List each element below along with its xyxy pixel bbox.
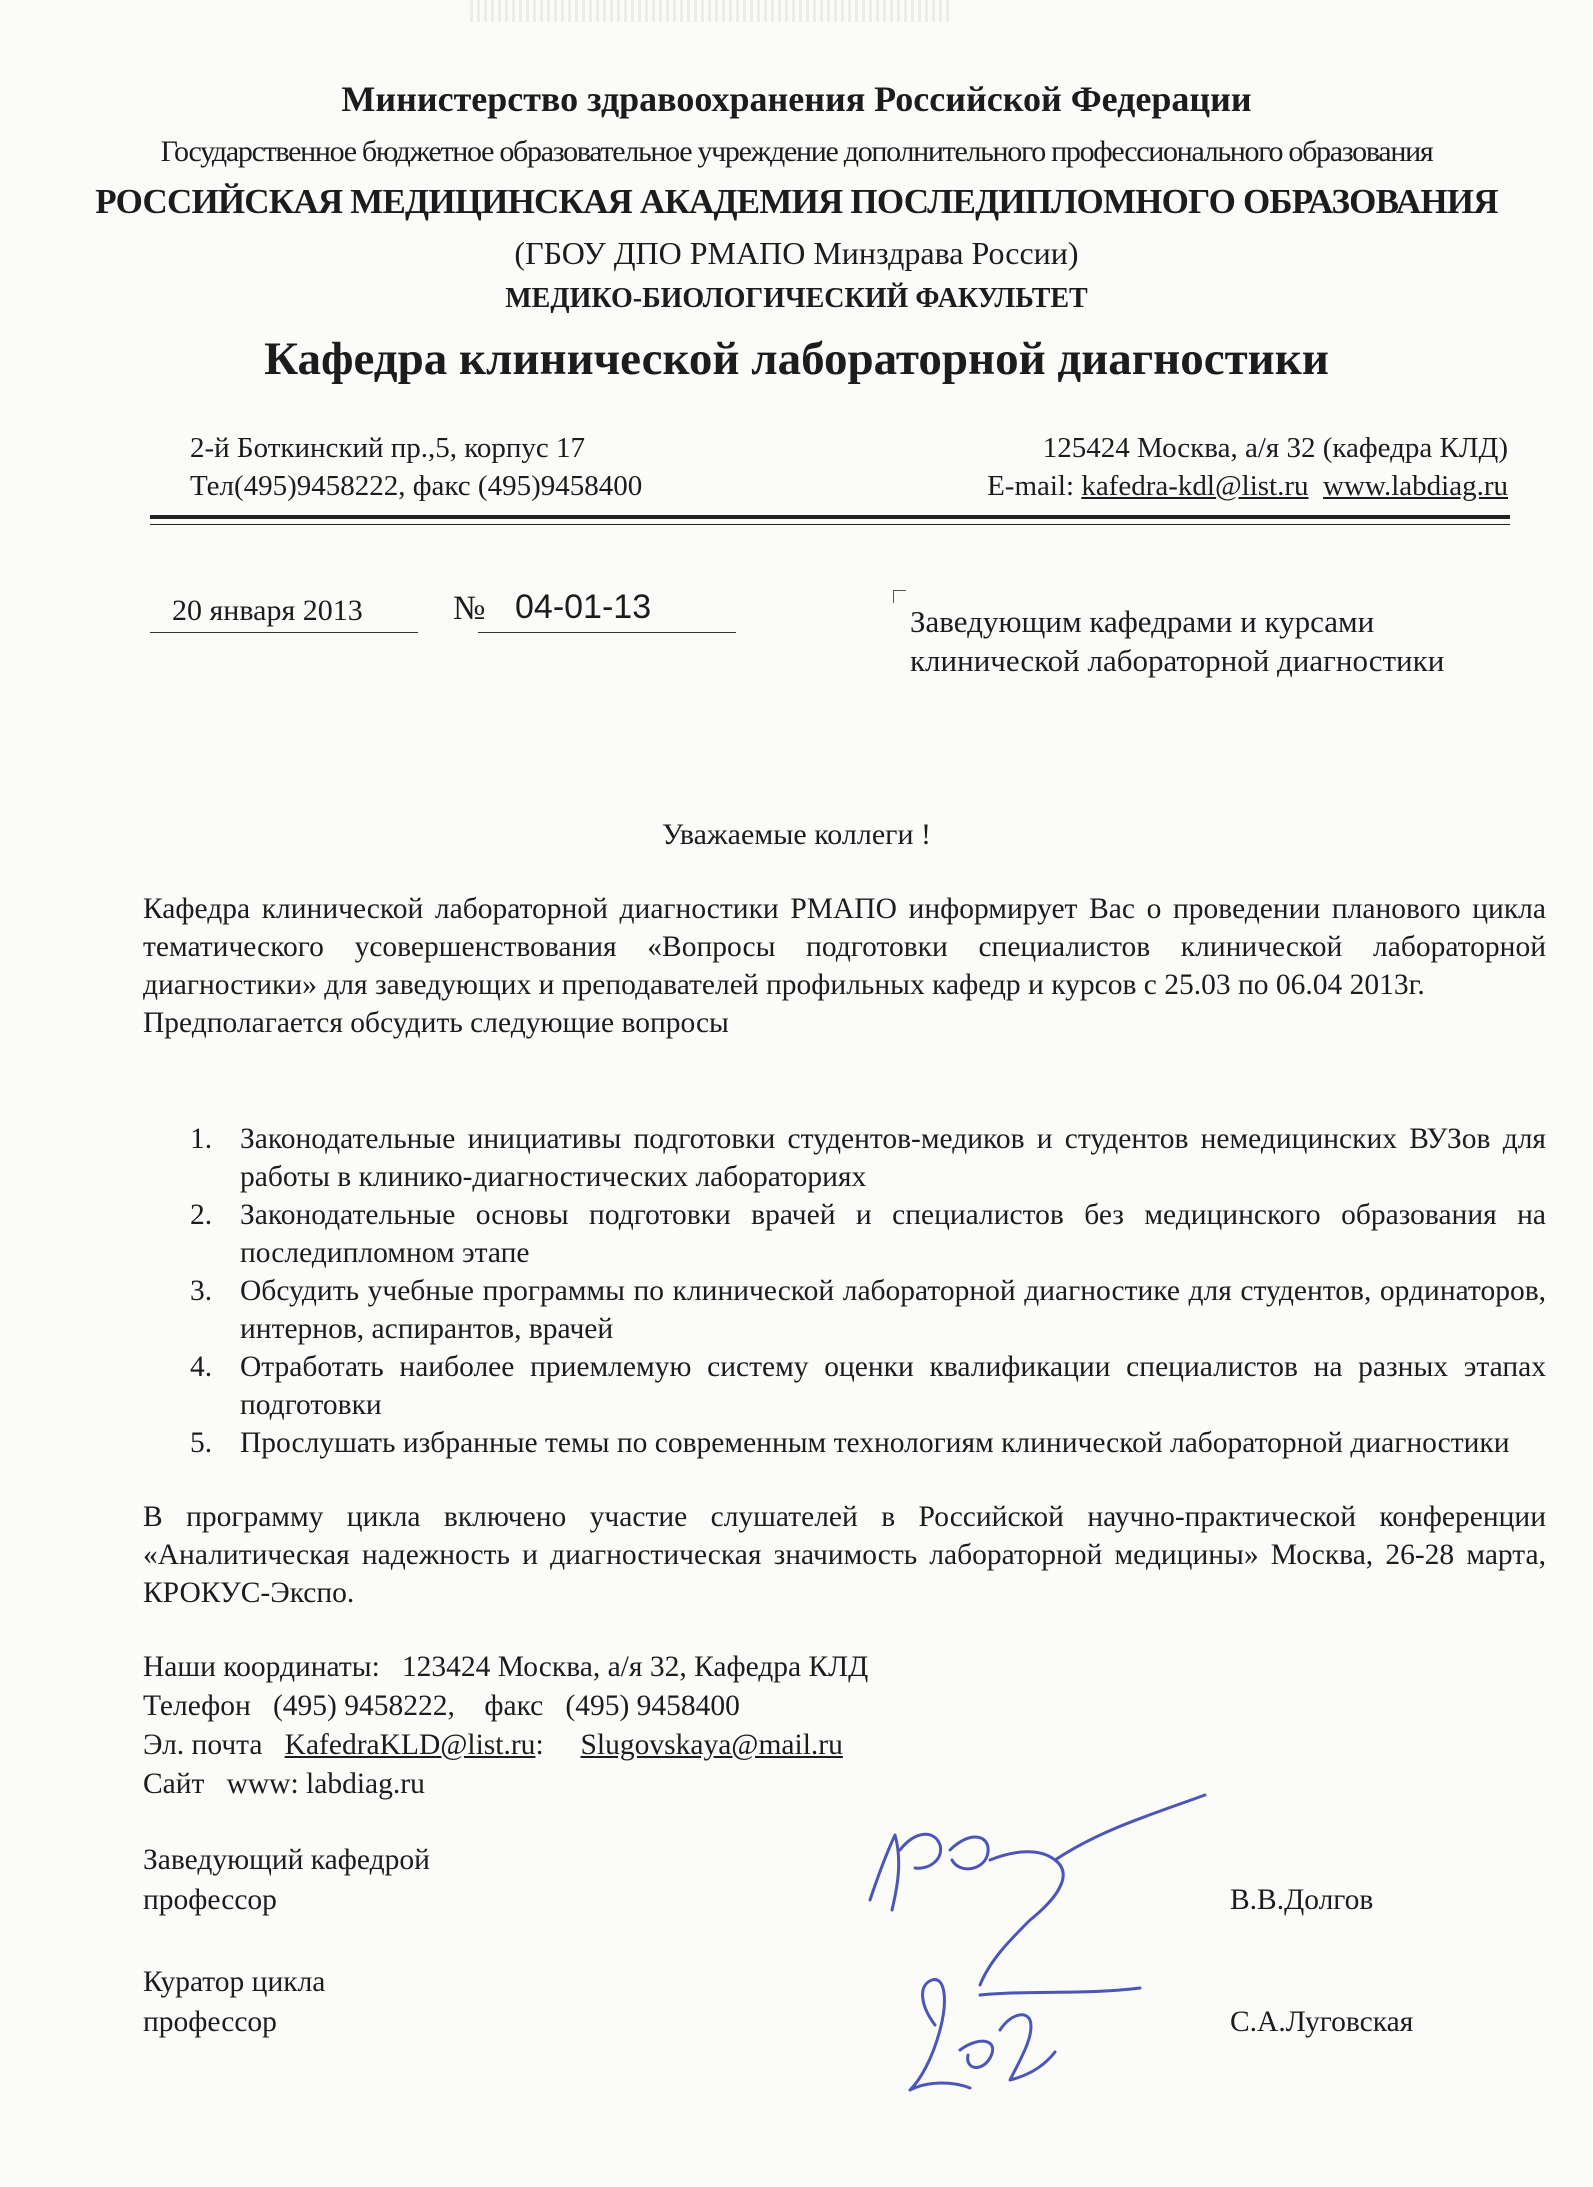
intro-paragraph: Кафедра клинической лабораторной диагностики РМАПО информирует Вас о проведении планового цикла тематического усовершенствования «Вопросы подготовки специалистов клинической лабораторной диагностики» для заведующих и преподавателей профильных кафедр и курсов с 25.03 по 06.04 2013г.: [143, 893, 1546, 1001]
academy-name: РОССИЙСКАЯ МЕДИЦИНСКАЯ АКАДЕМИЯ ПОСЛЕДИПЛОМНОГО ОБРАЗОВАНИЯ: [95, 182, 1498, 221]
signature-dolgov: [870, 1795, 1205, 1985]
signatory-role-1: Заведующий кафедрой профессор: [143, 1844, 430, 1916]
letter-date: 20 января 2013: [172, 594, 363, 627]
email-link-kafedra[interactable]: KafedraKLD@list.ru: [284, 1729, 536, 1761]
letter-body-intro: [143, 890, 1546, 1042]
email-link-slugovskaya[interactable]: Slugovskaya@mail.ru: [580, 1729, 843, 1761]
email-label: E-mail:: [987, 470, 1082, 502]
topics-intro: Предполагается обсудить следующие вопросы: [143, 1007, 729, 1039]
scan-artifact: [470, 0, 950, 22]
contacts-block: [143, 1648, 868, 1804]
street-address: 2-й Боткинский пр.,5, корпус 17: [190, 432, 586, 464]
handwritten-signatures: [840, 1790, 1220, 2120]
topics-list: [190, 1120, 1546, 1462]
department-name: Кафедра клинической лабораторной диагностики: [264, 333, 1329, 385]
phone-line: Телефон (495) 9458222, факс (495) 9458400: [143, 1690, 740, 1722]
email-link[interactable]: kafedra-kdl@list.ru: [1081, 470, 1309, 502]
number-underline: [478, 632, 736, 633]
faculty-name: МЕДИКО-БИОЛОГИЧЕСКИЙ ФАКУЛЬТЕТ: [505, 283, 1088, 314]
list-item: 3. Обсудить учебные программы по клинической лабораторной диагностике для студентов, ординаторов, интернов, аспирантов, врачей: [190, 1275, 1546, 1345]
phone-fax: Тел(495)9458222, факс (495)9458400: [190, 470, 643, 502]
recipient-bracket: [893, 590, 906, 603]
list-item: 5. Прослушать избранные темы по современным технологиям клинической лабораторной диагностики: [190, 1427, 1510, 1459]
postal-address: 125424 Москва, а/я 32 (кафедра КЛД): [1042, 432, 1508, 464]
recipient-line-1: Заведующим кафедрами и курсами: [910, 604, 1375, 639]
ministry-name: Министерство здравоохранения Российской Федерации: [341, 79, 1252, 119]
list-item: 4. Отработать наиболее приемлемую систему оценки квалификации специалистов на разных этапах подготовки: [190, 1351, 1546, 1421]
signatory-name-1: В.В.Долгов: [1230, 1884, 1374, 1916]
institution-type: Государственное бюджетное образовательное учреждение дополнительного профессионального образования: [160, 135, 1433, 168]
contact-line: [987, 470, 1508, 503]
website-link[interactable]: www.labdiag.ru: [1323, 470, 1508, 502]
academy-abbreviation: (ГБОУ ДПО РМАПО Минздрава России): [514, 235, 1079, 271]
list-item: 2. Законодательные основы подготовки врачей и специалистов без медицинского образования на последипломном этапе: [190, 1199, 1546, 1269]
date-underline: [150, 632, 418, 633]
recipient-block: [910, 602, 1444, 680]
email-line: Эл. почта KafedraKLD@list.ru: Slugovskaya@mail.ru: [143, 1729, 843, 1761]
recipient-line-2: клинической лабораторной диагностики: [910, 643, 1445, 678]
conference-paragraph: В программу цикла включено участие слушателей в Российской научно-практической конференции «Аналитическая надежность и диагностическая значимость лабораторной медицины» Москва, 26-28 марта, КРОКУС-Экспо.: [143, 1501, 1546, 1609]
coords-line: Наши координаты: 123424 Москва, а/я 32, Кафедра КЛД: [143, 1651, 869, 1683]
list-item: 1. Законодательные инициативы подготовки студентов-медиков и студентов немедицинских ВУЗов для работы в клинико-диагностических лабораториях: [190, 1123, 1546, 1193]
header-rule-thin: [150, 524, 1510, 525]
signature-lugovskaya: [910, 1980, 1140, 2090]
signatory-name-2: С.А.Луговская: [1230, 2006, 1414, 2038]
site-line: Сайт www: labdiag.ru: [143, 1768, 425, 1800]
letter-number: 04-01-13: [515, 588, 652, 626]
header-rule-thick: [150, 515, 1510, 519]
salutation: Уважаемые коллеги !: [661, 818, 932, 851]
number-label: №: [453, 590, 486, 627]
signatory-role-2: Куратор цикла профессор: [143, 1966, 326, 2038]
